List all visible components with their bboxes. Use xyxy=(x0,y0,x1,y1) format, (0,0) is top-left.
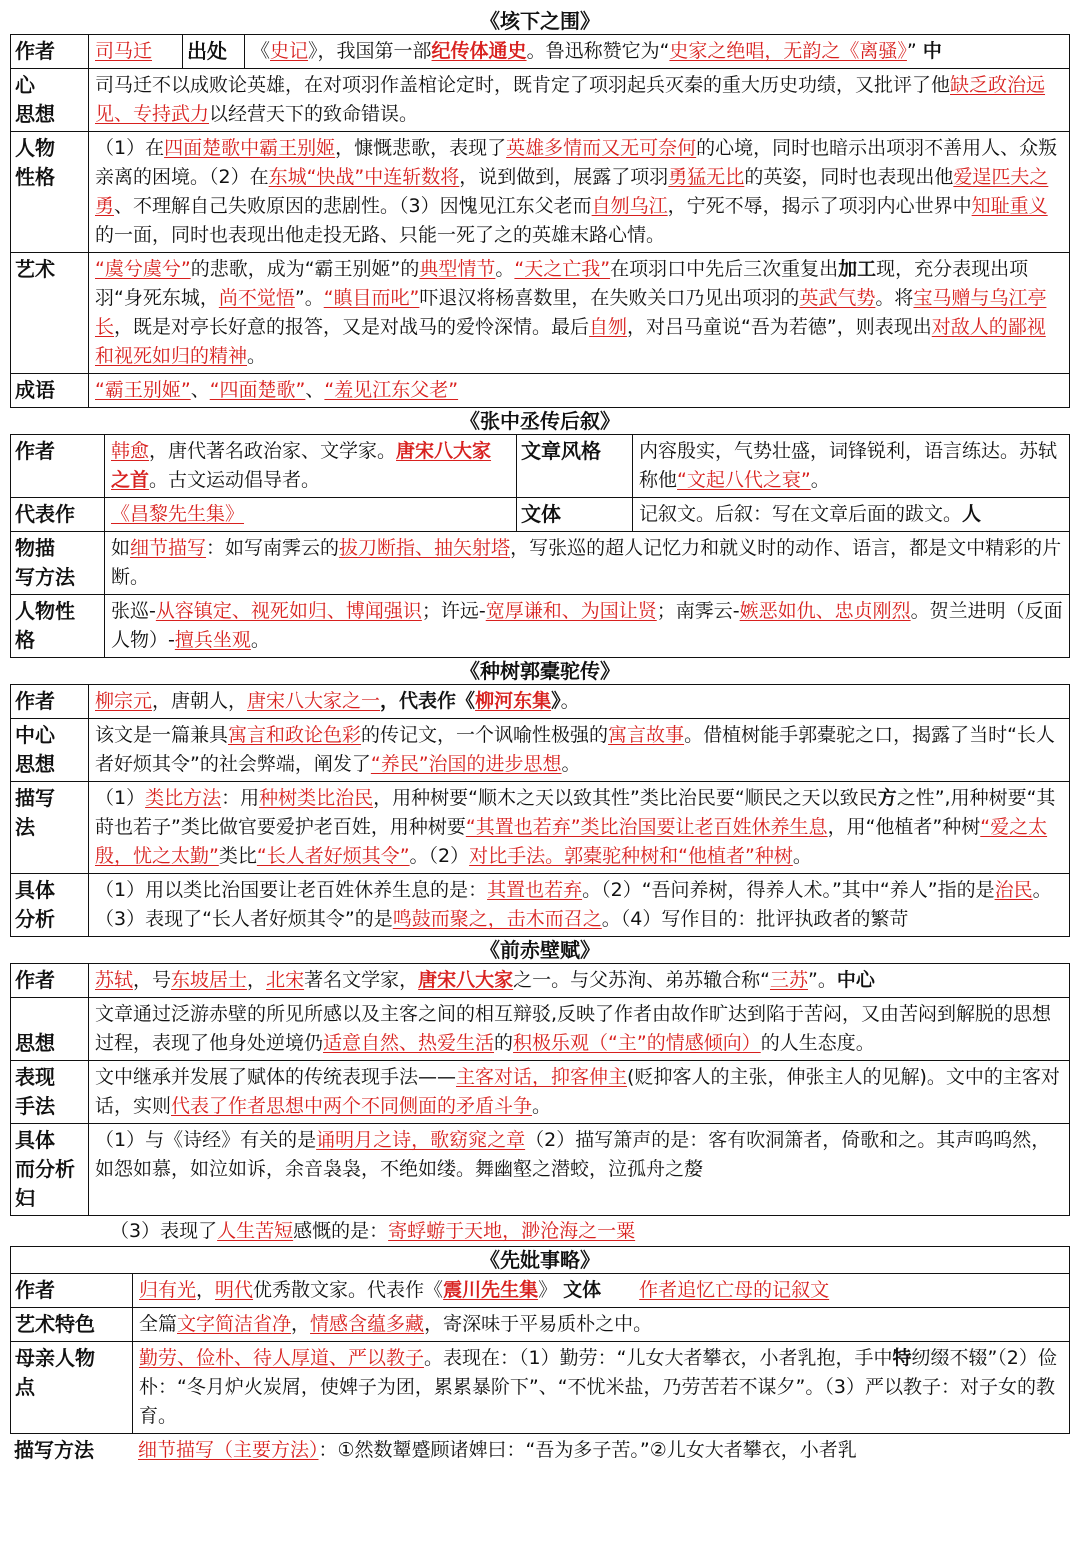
bold-text: 方 xyxy=(877,787,897,809)
highlight-text: 纪传体通史 xyxy=(431,40,527,62)
text-run: 司马迁不以成败论英雄，在对项羽作盖棺论定时，既肯定了项羽起兵灭秦的重大历史功绩，又批评了他 xyxy=(95,74,951,96)
row-content xyxy=(105,435,517,498)
highlight-text: 典型情节 xyxy=(419,258,496,280)
text-run: 。表现在：（1）勤劳：“儿女大者攀衣，小者乳抱，手中 xyxy=(424,1347,893,1369)
text-run: (贬抑客人的主张，伸张主人的见解)。文中的主客对话，实则 xyxy=(95,1066,1060,1117)
section-table xyxy=(10,34,1070,408)
text-run: 。古文运动倡导者。 xyxy=(149,469,321,491)
section-table xyxy=(10,1434,1070,1467)
highlight-text: 三苏 xyxy=(769,969,808,991)
row-label: 描写 法 xyxy=(11,782,89,874)
text-run: 。 xyxy=(560,690,580,712)
bold-text: 中 xyxy=(922,40,942,62)
table-row xyxy=(11,685,1070,719)
highlight-text: 宽厚谦和、为国让贤 xyxy=(485,600,657,622)
highlight-text: “霸王别姬” xyxy=(95,379,191,401)
text-run: 该文是一篇兼具 xyxy=(95,724,229,746)
table-row xyxy=(10,1434,1070,1467)
text-run: ，用种树要“顺木之天以致其性”类比治民要“顺民之天以致民 xyxy=(373,787,878,809)
section-title: 《先妣事略》 xyxy=(480,1248,600,1272)
table-row xyxy=(11,35,1070,69)
text-run: 的英姿，同时也表现出他 xyxy=(744,166,954,188)
section-title: 《种树郭橐驼传》 xyxy=(460,659,620,683)
section-table xyxy=(10,434,1070,658)
row-label: 人物性 格 xyxy=(11,595,105,658)
text-run: ， xyxy=(291,1313,311,1335)
highlight-text: “长人者好烦其令” xyxy=(256,845,410,867)
text-run: 之性”,用种树要“其莳也若子”类比做官要爱护老百姓，用种树要 xyxy=(95,787,1056,838)
highlight-text: 韩愈 xyxy=(111,440,150,462)
text-run: 、 xyxy=(190,379,210,401)
row-content xyxy=(89,685,1070,719)
bold-text: ，代表作《 xyxy=(380,690,476,712)
highlight-text: 苏轼 xyxy=(95,969,134,991)
text-run: 在项羽口中先后三次重复出 xyxy=(610,258,839,280)
text-run: 。 xyxy=(561,753,581,775)
table-row xyxy=(11,1274,1070,1308)
highlight-text: 史家之绝唱，无韵之《离骚》 xyxy=(669,40,907,62)
row-content xyxy=(105,532,1070,595)
trailing-line xyxy=(10,1216,1070,1246)
row-label: 物描 写方法 xyxy=(11,532,105,595)
table-row xyxy=(11,595,1070,658)
highlight-text: 宝马赠与乌江亭长 xyxy=(95,287,1047,338)
row-content xyxy=(633,435,1070,498)
highlight-text: 其置也若弃 xyxy=(487,879,583,901)
highlight-text: 东坡居士 xyxy=(171,969,248,991)
table-row xyxy=(11,374,1070,408)
text-run: 。借植树能手郭橐驼之口，揭露了当时“长人者好烦其令”的社会弊端，阐发了 xyxy=(95,724,1055,775)
highlight-text: “四面楚歌” xyxy=(209,379,306,401)
row-content xyxy=(89,998,1070,1061)
row-content xyxy=(89,374,1070,408)
text-run: 《 xyxy=(251,40,271,62)
text-run: ，唐朝人， xyxy=(152,690,248,712)
text-run: ，用“他植者”种树 xyxy=(827,816,981,838)
highlight-text: 鸣鼓而聚之，击木而召之 xyxy=(392,908,602,930)
text-run: 。 xyxy=(792,845,812,867)
text-run: 。将 xyxy=(875,287,914,309)
text-run: 》 xyxy=(538,1279,564,1301)
highlight-text: 自刎 xyxy=(589,316,628,338)
text-run: ” xyxy=(906,40,923,62)
row-label: 艺术特色 xyxy=(11,1308,133,1342)
text-run: 纫缀不辍”（2）俭朴：“冬月炉火炭屑，使婢子为团，累累暴阶下”、“不忧米盐，乃劳苦若不谋夕”。（3）严以教子：对子女的教育。 xyxy=(139,1347,1057,1427)
highlight-text: 柳河东集 xyxy=(475,690,552,712)
text-run: ，宁死不辱，揭示了项羽内心世界中 xyxy=(667,195,972,217)
text-run: ：①然数颦蹙顾诸婢曰：“吾为多子苦。”②儿女大者攀衣，小者乳 xyxy=(318,1439,857,1461)
text-run: 文章通过泛游赤壁的所见所感以及主客之间的相互辩驳,反映了作者由故作旷达到陷于苦闷，又由苦闷到解脱的思想过程，表现了他身处逆境仍 xyxy=(95,1003,1052,1054)
highlight-text: 唐宋八大家之一 xyxy=(247,690,381,712)
row-label: 母亲人物 点 xyxy=(11,1342,133,1434)
highlight-text: 从容镇定、视死如归、博闻强识 xyxy=(155,600,422,622)
table-row xyxy=(11,435,1070,498)
highlight-text: 史记 xyxy=(270,40,309,62)
text-run: （1）用以类比治国要让老百姓休养生息的是： xyxy=(95,879,488,901)
text-run: ， xyxy=(247,969,267,991)
row-content xyxy=(89,719,1070,782)
text-run: 》，我国第一部 xyxy=(308,40,432,62)
table-row xyxy=(11,964,1070,998)
text-run: （1） xyxy=(95,787,146,809)
row-content xyxy=(105,498,517,532)
section-title: 《垓下之围》 xyxy=(480,9,600,33)
highlight-text: 人生苦短 xyxy=(217,1220,294,1242)
highlight-text: 主客对话，抑客伸主 xyxy=(456,1066,628,1088)
text-run: ，对吕马童说“吾为若德”，则表现出 xyxy=(627,316,932,338)
section-title: 《前赤壁赋》 xyxy=(480,938,600,962)
text-run: ，寄深味于平易质朴之中。 xyxy=(424,1313,653,1335)
table-row xyxy=(11,532,1070,595)
text-run: 的人生态度。 xyxy=(760,1032,875,1054)
section-table xyxy=(10,1246,1070,1434)
row-content xyxy=(89,69,1070,132)
text-run: （3）表现了 xyxy=(110,1220,218,1242)
text-run: 。（3）表现了“长人者好烦其令”的是 xyxy=(95,879,1052,930)
text-run: ，号 xyxy=(133,969,172,991)
row-label: 出处 xyxy=(183,35,245,69)
row-label: 作者 xyxy=(11,685,89,719)
text-run: 。 xyxy=(495,258,515,280)
table-row xyxy=(11,132,1070,253)
bold-text: 加工 xyxy=(838,258,877,280)
text-run: 优秀散文家。代表作《 xyxy=(253,1279,444,1301)
row-content xyxy=(245,35,1070,69)
text-run: 的悲歌，成为“霸王别姬”的 xyxy=(190,258,420,280)
highlight-text: 勇猛无比 xyxy=(668,166,745,188)
table-row xyxy=(11,1308,1070,1342)
text-run: 如 xyxy=(111,537,131,559)
text-run: （2）描写箫声的是：客有吹洞箫者，倚歌和之。其声呜呜然，如怨如慕，如泣如诉，余音袅袅，不绝如缕。舞幽壑之潜蛟，泣孤舟之嫠 xyxy=(95,1129,1051,1180)
table-row xyxy=(11,719,1070,782)
text-run: 。 xyxy=(250,629,270,651)
section-table xyxy=(10,684,1070,937)
table-row xyxy=(11,1124,1070,1216)
bold-text: 人 xyxy=(962,503,982,525)
row-content xyxy=(633,498,1070,532)
text-run: 。（2） xyxy=(409,845,470,867)
row-label: 作者 xyxy=(11,964,89,998)
highlight-text: “文起八代之衰” xyxy=(677,469,811,491)
text-run: 内容殷实，气势壮盛，词锋锐利，语言练达。苏轼称他 xyxy=(639,440,1058,491)
text-run: 的 xyxy=(494,1032,514,1054)
row-content xyxy=(89,253,1070,374)
row-label: 表现 手法 xyxy=(11,1061,89,1124)
text-run xyxy=(601,1279,639,1301)
row-label: 具体 分析 xyxy=(11,874,89,937)
text-run: 的心境，同时也暗示出项羽不善用人、众叛亲离的困境。（2）在 xyxy=(95,137,1058,188)
highlight-text: 震川先生集 xyxy=(443,1279,539,1301)
highlight-text: 擅兵坐观 xyxy=(174,629,251,651)
highlight-text: 勤劳、俭朴、待人厚道、严以教子 xyxy=(139,1347,425,1369)
table-row xyxy=(11,874,1070,937)
text-run: （1）在 xyxy=(95,137,165,159)
text-run: ，既是对亭长好意的报答，又是对战马的爱怜深情。最后 xyxy=(114,316,590,338)
text-run: 之一。与父苏洵、弟苏辙合称“ xyxy=(513,969,770,991)
text-run: 。（4）写作目的：批评执政者的繁苛 xyxy=(601,908,909,930)
bold-text: 特 xyxy=(892,1347,912,1369)
text-run: 。（2）“吾问养树，得养人术。”其中“养人”指的是 xyxy=(582,879,995,901)
row-label: 文章风格 xyxy=(517,435,633,498)
highlight-text: 尚不觉悟 xyxy=(218,287,295,309)
highlight-text: 自刎乌江 xyxy=(591,195,668,217)
text-run: 、 xyxy=(305,379,325,401)
text-run: 的一面，同时也表现出他走投无路、只能一死了之的英雄末路心情。 xyxy=(95,224,666,246)
highlight-text: 对比手法。郭橐驼种树和“他植者”种树 xyxy=(469,845,793,867)
text-run: 。 xyxy=(810,469,830,491)
highlight-text: 细节描写 xyxy=(130,537,207,559)
row-content xyxy=(132,1434,1070,1467)
table-row xyxy=(11,782,1070,874)
highlight-text: 种树类比治民 xyxy=(259,787,374,809)
text-run: 类比 xyxy=(218,845,257,867)
row-label: 中心 思想 xyxy=(11,719,89,782)
table-row xyxy=(11,1342,1070,1434)
highlight-text: 治民 xyxy=(994,879,1033,901)
table-row xyxy=(11,998,1070,1061)
text-run: 著名文学家， xyxy=(304,969,419,991)
highlight-text: 诵明月之诗，歌窈窕之章 xyxy=(316,1129,526,1151)
highlight-text: 作者追忆亡母的记叙文 xyxy=(639,1279,830,1301)
highlight-text: 爱逞匹夫之勇 xyxy=(95,166,1049,217)
highlight-text: “其置也若弃”类比治国要让老百姓休养生息 xyxy=(465,816,828,838)
bold-text: 》 xyxy=(551,690,561,712)
table-row xyxy=(11,1061,1070,1124)
row-label: 文体 xyxy=(517,498,633,532)
text-run: ，写张巡的超人记忆力和就义时的动作、语言，都是文中精彩的片断。 xyxy=(111,537,1062,588)
text-run: 。 xyxy=(247,345,267,367)
highlight-text: 明代 xyxy=(215,1279,254,1301)
row-content xyxy=(133,1274,1070,1308)
row-label: 人物 性格 xyxy=(11,132,89,253)
highlight-text: 细节描写（主要方法） xyxy=(138,1439,319,1461)
text-run: 。 xyxy=(532,1095,552,1117)
text-run: ”。 xyxy=(294,287,324,309)
highlight-text: 文字简洁省净 xyxy=(177,1313,292,1335)
text-run: 现，充分表现出项羽“身死东城， xyxy=(95,258,1029,309)
row-content xyxy=(89,782,1070,874)
table-row xyxy=(11,498,1070,532)
highlight-text: 拔刀断指、抽矢射塔 xyxy=(339,537,511,559)
section-title: 《张中丞传后叙》 xyxy=(460,409,620,433)
text-run: 张巡- xyxy=(111,600,156,622)
text-run: （1）与《诗经》有关的是 xyxy=(95,1129,317,1151)
highlight-text: 缺乏政治远见、专持武力 xyxy=(95,74,1046,125)
highlight-text: “养民”治国的进步思想 xyxy=(370,753,562,775)
text-run: 以经营天下的致命错误。 xyxy=(209,103,419,125)
highlight-text: 归有光 xyxy=(139,1279,197,1301)
text-run: 全篇 xyxy=(139,1313,178,1335)
highlight-text: 知耻重义 xyxy=(971,195,1048,217)
text-run: ，慷慨悲歌，表现了 xyxy=(335,137,507,159)
text-run: 记叙文。后叙：写在文章后面的跋文。 xyxy=(639,503,963,525)
bold-text: 中心 xyxy=(836,969,875,991)
row-content xyxy=(133,1308,1070,1342)
row-label: 作者 xyxy=(11,1274,133,1308)
text-run: ，唐代著名政治家、文学家。 xyxy=(149,440,397,462)
text-run: 吓退汉将杨喜数里，在失败关口乃见出项羽的 xyxy=(419,287,800,309)
row-label: 描写方法 xyxy=(14,1438,94,1462)
text-run: 。鲁迅称赞它为“ xyxy=(526,40,670,62)
row-label: 成语 xyxy=(11,374,89,408)
highlight-text: 司马迁 xyxy=(95,40,153,62)
text-run: 感慨的是： xyxy=(293,1220,389,1242)
row-label: 思想 xyxy=(11,998,89,1061)
row-content xyxy=(89,874,1070,937)
text-run: ，说到做到，展露了项羽 xyxy=(459,166,669,188)
highlight-text: 柳宗元 xyxy=(95,690,153,712)
text-run: ， xyxy=(196,1279,216,1301)
text-run: ：如写南霁云的 xyxy=(206,537,340,559)
text-run: 文中继承并发展了赋体的传统表现手法—— xyxy=(95,1066,457,1088)
highlight-text: 寓言和政论色彩 xyxy=(228,724,362,746)
text-run: 的传记文，一个讽喻性极强的 xyxy=(361,724,609,746)
bold-text: 文体 xyxy=(563,1279,602,1301)
text-run: 、不理解自己失败原因的悲剧性。（3）因愧见江东父老而 xyxy=(114,195,592,217)
highlight-text: “爱之太殷，忧之太勤” xyxy=(95,816,1048,867)
row-content xyxy=(133,1342,1070,1434)
row-label: 作者 xyxy=(11,35,89,69)
highlight-text: “天之亡我” xyxy=(514,258,611,280)
row-content xyxy=(89,1124,1070,1216)
highlight-text: 积极乐观（“主”的情感倾向） xyxy=(513,1032,761,1054)
text-run: ”。 xyxy=(807,969,837,991)
highlight-text: 四面楚歌中霸王别姬 xyxy=(164,137,336,159)
highlight-text: 英雄多情而又无可奈何 xyxy=(506,137,697,159)
text-run: ；许远- xyxy=(421,600,486,622)
highlight-text: “虞兮虞兮” xyxy=(95,258,191,280)
highlight-text: 英武气势 xyxy=(799,287,876,309)
row-label: 具体 而分析 妇 xyxy=(11,1124,89,1216)
highlight-text: 唐宋八大家 xyxy=(418,969,514,991)
highlight-text: “瞋目而叱” xyxy=(323,287,420,309)
highlight-text: 《昌黎先生集》 xyxy=(111,503,245,525)
section-table xyxy=(10,963,1070,1216)
row-label: 心 思想 xyxy=(11,69,89,132)
row-content xyxy=(105,595,1070,658)
table-row xyxy=(11,1247,1070,1274)
highlight-text: 对敌人的鄙视和视死如归的精神 xyxy=(95,316,1046,367)
highlight-text: 类比方法 xyxy=(145,787,222,809)
row-label: 作者 xyxy=(11,435,105,498)
row-content xyxy=(89,35,183,69)
highlight-text: “羞见江东父老” xyxy=(324,379,459,401)
row-label: 代表作 xyxy=(11,498,105,532)
highlight-text: 东城“快战”中连斩数将 xyxy=(268,166,460,188)
row-content xyxy=(89,1061,1070,1124)
highlight-text: 寄蜉蝣于天地，渺沧海之一粟 xyxy=(388,1220,636,1242)
row-label: 艺术 xyxy=(11,253,89,374)
highlight-text: 情感含蕴多藏 xyxy=(310,1313,425,1335)
highlight-text: 寓言故事 xyxy=(608,724,685,746)
row-content xyxy=(89,964,1070,998)
text-run: ：用 xyxy=(221,787,260,809)
highlight-text: 代表了作者思想中两个不同侧面的矛盾斗争 xyxy=(171,1095,533,1117)
text-run: ；南霁云- xyxy=(656,600,740,622)
row-content xyxy=(89,132,1070,253)
highlight-text: 北宋 xyxy=(266,969,305,991)
highlight-text: 嫉恶如仇、忠贞刚烈 xyxy=(739,600,911,622)
highlight-text: 适意自然、热爱生活 xyxy=(323,1032,495,1054)
highlight-text: 唐宋八大家之首 xyxy=(111,440,492,491)
table-row xyxy=(11,69,1070,132)
text-run: 。贺兰进明（反面人物）- xyxy=(111,600,1063,651)
table-row xyxy=(11,253,1070,374)
